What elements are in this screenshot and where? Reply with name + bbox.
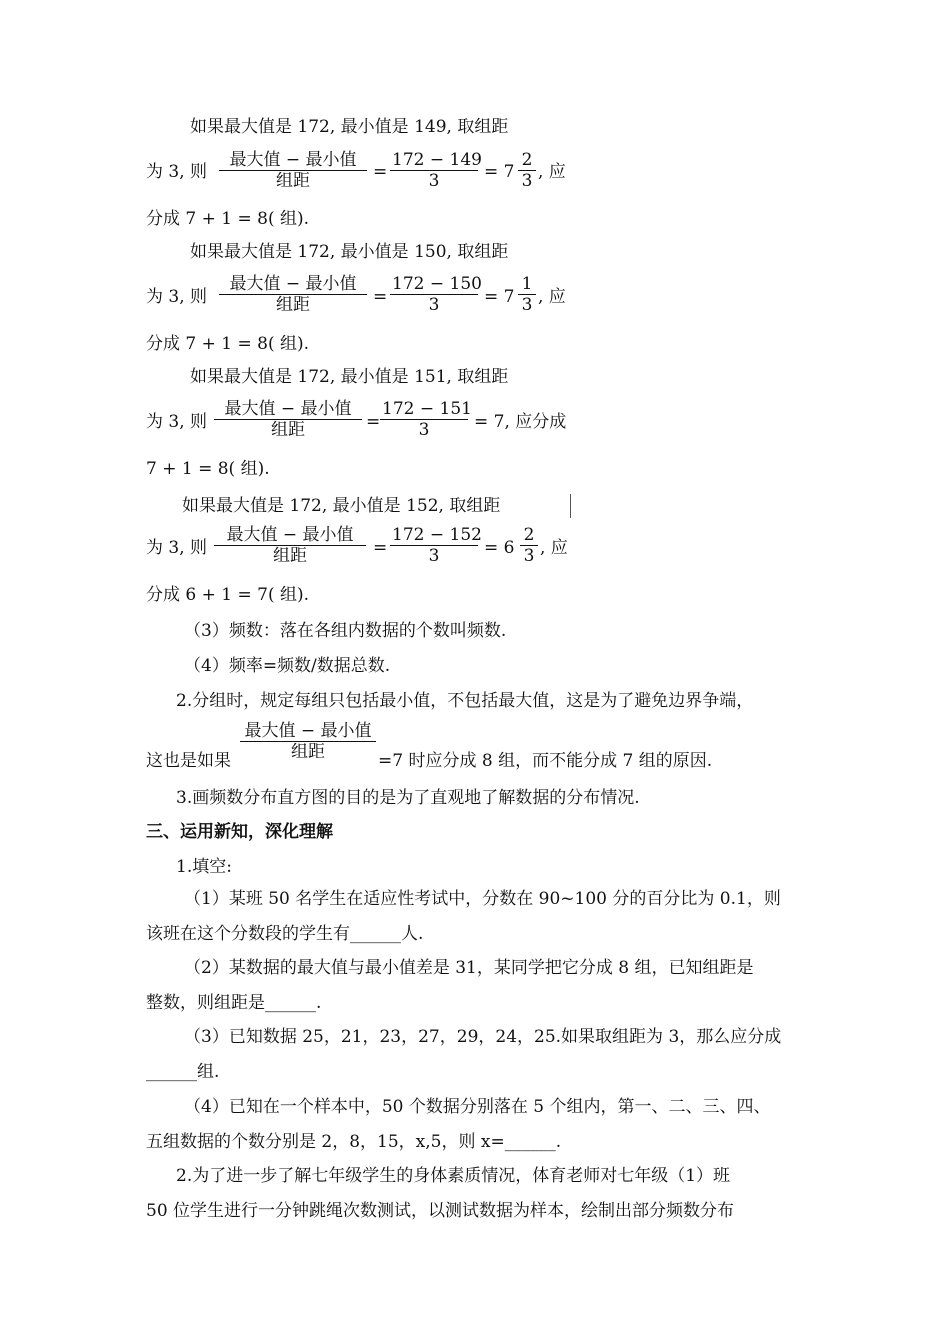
fraction-numerator: 172 − 151 bbox=[382, 399, 472, 419]
case1-intro: 如果最大值是 172, 最小值是 149, 取组距 bbox=[190, 117, 509, 137]
case3-formula-fraction bbox=[214, 399, 362, 440]
case1-equals: = bbox=[373, 162, 388, 182]
case2-result: 分成 7 + 1 = 8( 组). bbox=[146, 334, 310, 354]
fraction-denominator: 3 bbox=[523, 546, 535, 566]
case1-whole: = 7 bbox=[484, 162, 515, 182]
case4-equals: = bbox=[373, 538, 388, 558]
case1-result: 分成 7 + 1 = 8( 组). bbox=[146, 209, 310, 229]
case1-prefix: 为 3, 则 bbox=[146, 162, 208, 182]
question4-line2: 五组数据的个数分别是 2，8，15，x,5，则 x=______. bbox=[146, 1132, 562, 1152]
fraction-numerator: 172 − 150 bbox=[392, 274, 482, 294]
case1-suffix: , 应 bbox=[538, 162, 566, 182]
case2-prefix: 为 3, 则 bbox=[146, 287, 208, 307]
case3-whole: = 7, 应分成 bbox=[474, 412, 567, 432]
fraction-numerator: 2 bbox=[518, 150, 536, 171]
case4-mixed-fraction bbox=[520, 525, 538, 566]
fraction-denominator: 组距 bbox=[276, 171, 310, 191]
fraction-denominator: 组距 bbox=[291, 742, 325, 762]
fraction-denominator: 组距 bbox=[273, 546, 307, 566]
case2-equals: = bbox=[373, 287, 388, 307]
fraction-denominator: 3 bbox=[521, 171, 533, 191]
fraction-numerator: 最大值 − 最小值 bbox=[214, 399, 362, 420]
case1-mixed-fraction bbox=[518, 150, 536, 191]
case3-prefix: 为 3, 则 bbox=[146, 412, 208, 432]
case4-calc-fraction bbox=[390, 525, 482, 566]
case3-calc-fraction bbox=[380, 399, 472, 440]
problem2-line2: 50 位学生进行一分钟跳绳次数测试，以测试数据为样本，绘制出部分频数分布 bbox=[146, 1201, 735, 1221]
fraction-denominator: 3 bbox=[521, 295, 533, 315]
case4-whole: = 6 bbox=[484, 538, 515, 558]
point2-suffix: =7 时应分成 8 组，而不能分成 7 组的原因. bbox=[378, 751, 713, 771]
fraction-numerator: 最大值 − 最小值 bbox=[240, 721, 376, 742]
case2-calc-fraction bbox=[390, 274, 482, 315]
case4-result: 分成 6 + 1 = 7( 组). bbox=[146, 585, 310, 605]
case1-formula-fraction bbox=[219, 150, 367, 191]
case3-result: 7 + 1 = 8( 组). bbox=[146, 459, 270, 479]
case2-intro: 如果最大值是 172, 最小值是 150, 取组距 bbox=[190, 242, 509, 262]
fraction-denominator: 3 bbox=[428, 546, 440, 566]
case2-suffix: , 应 bbox=[538, 287, 566, 307]
text-cursor-mark bbox=[570, 494, 571, 518]
fraction-numerator: 1 bbox=[518, 274, 536, 295]
fraction-numerator: 172 − 149 bbox=[392, 150, 482, 170]
case2-whole: = 7 bbox=[484, 287, 515, 307]
fraction-numerator: 最大值 − 最小值 bbox=[219, 274, 367, 295]
case4-formula-fraction bbox=[214, 525, 366, 566]
question3-line2: ______组. bbox=[146, 1062, 220, 1082]
case4-prefix: 为 3, 则 bbox=[146, 538, 208, 558]
question1-line1: （1）某班 50 名学生在适应性考试中，分数在 90~100 分的百分比为 0.1，则 bbox=[184, 889, 781, 909]
question2-line1: （2）某数据的最大值与最小值差是 31，某同学把它分成 8 组，已知组距是 bbox=[184, 958, 754, 978]
case1-calc-fraction bbox=[390, 150, 482, 191]
point2-fraction bbox=[240, 721, 376, 762]
fraction-denominator: 3 bbox=[428, 171, 440, 191]
fraction-numerator: 172 − 152 bbox=[392, 525, 482, 545]
point2-line1: 2.分组时，规定每组只包括最小值，不包括最大值，这是为了避免边界争端， bbox=[176, 691, 754, 711]
problem2-line1: 2.为了进一步了解七年级学生的身体素质情况，体育老师对七年级（1）班 bbox=[176, 1166, 731, 1186]
case4-intro: 如果最大值是 172, 最小值是 152, 取组距 bbox=[182, 496, 501, 516]
case2-mixed-fraction bbox=[518, 274, 536, 315]
fill-in-title: 1.填空: bbox=[176, 857, 232, 877]
fraction-numerator: 最大值 − 最小值 bbox=[219, 150, 367, 171]
fraction-denominator: 3 bbox=[418, 420, 430, 440]
case3-intro: 如果最大值是 172, 最小值是 151, 取组距 bbox=[190, 367, 509, 387]
point2-prefix: 这也是如果 bbox=[146, 751, 231, 771]
case4-suffix: , 应 bbox=[540, 538, 568, 558]
section-heading: 三、运用新知，深化理解 bbox=[146, 822, 333, 842]
question3-line1: （3）已知数据 25，21，23，27，29，24，25.如果取组距为 3，那么应分成 bbox=[184, 1027, 782, 1047]
definition-frequency: （3）频数：落在各组内数据的个数叫频数. bbox=[184, 621, 507, 641]
point3: 3.画频数分布直方图的目的是为了直观地了解数据的分布情况. bbox=[176, 788, 640, 808]
question4-line1: （4）已知在一个样本中，50 个数据分别落在 5 个组内，第一、二、三、四、 bbox=[184, 1097, 771, 1117]
fraction-denominator: 3 bbox=[428, 295, 440, 315]
definition-relative-frequency: （4）频率=频数/数据总数. bbox=[184, 656, 391, 676]
question2-line2: 整数，则组距是______. bbox=[146, 993, 322, 1013]
question1-line2: 该班在这个分数段的学生有______人. bbox=[146, 924, 424, 944]
fraction-denominator: 组距 bbox=[276, 295, 310, 315]
fraction-denominator: 组距 bbox=[271, 420, 305, 440]
case2-formula-fraction bbox=[219, 274, 367, 315]
fraction-numerator: 2 bbox=[520, 525, 538, 546]
fraction-numerator: 最大值 − 最小值 bbox=[214, 525, 366, 546]
case3-equals: = bbox=[366, 412, 381, 432]
